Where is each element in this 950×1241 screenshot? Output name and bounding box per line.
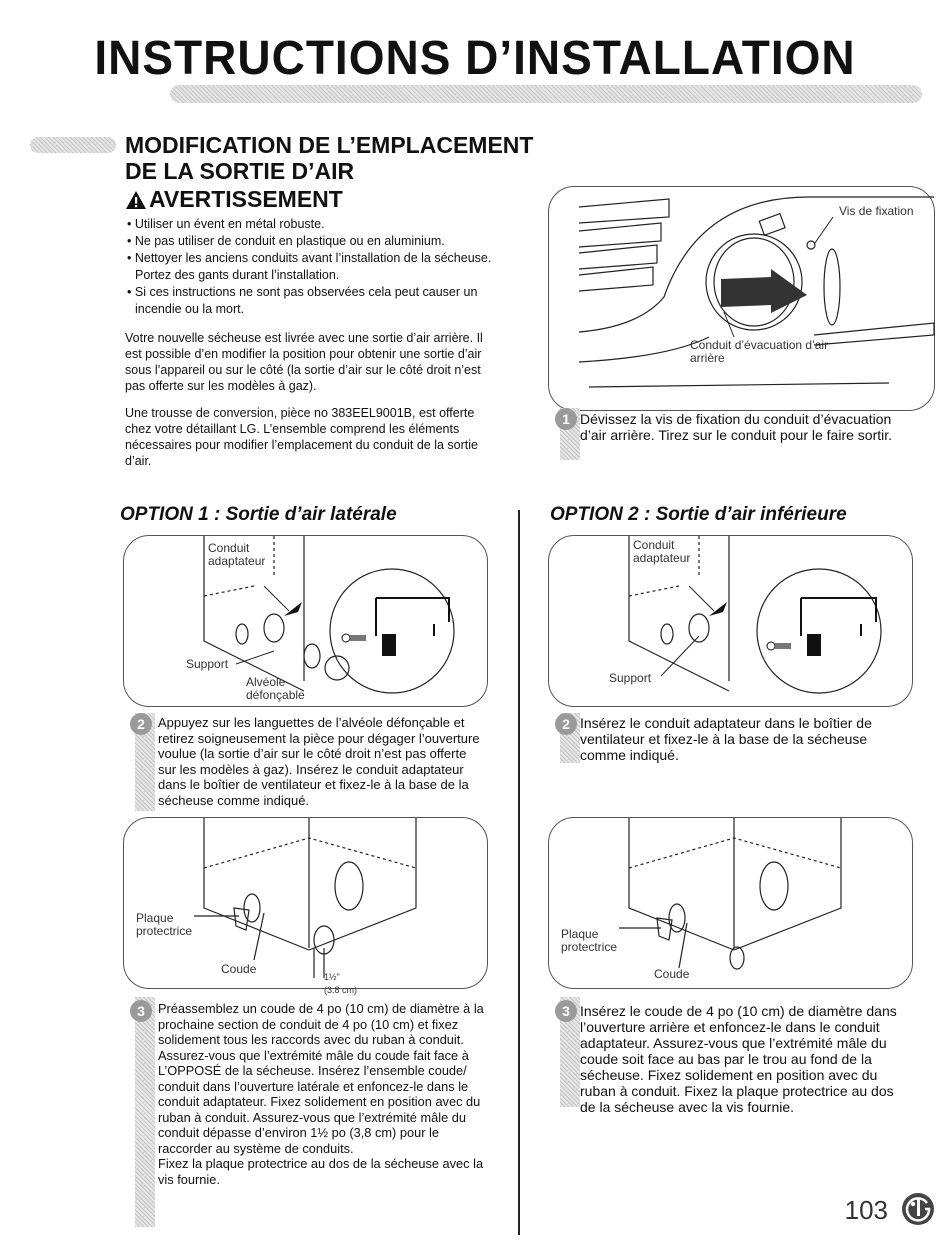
section-marker-pill	[30, 137, 116, 153]
warning-title: AVERTISSEMENT	[149, 186, 343, 212]
option2-step2-number-badge: 2	[555, 713, 577, 735]
option1-plate-label: Plaque protectrice	[136, 911, 193, 938]
intro-paragraph-1: Votre nouvelle sécheuse est livrée avec une sortie d’air arrière. Il est possible d’en modifier la position pour obtenir une sortie d’air sous l’appareil ou sur le côté (la sortie d’air sur le côté droit n’est pas offerte sur les modèles à gaz).	[125, 331, 483, 393]
option2-step3-number-badge: 3	[555, 1000, 577, 1022]
option1-measure-label: 1½" (3.8 cm)	[324, 972, 358, 995]
step1-figure	[548, 186, 935, 411]
section-title-line2: DE LA SORTIE D’AIR	[125, 158, 355, 184]
option1-step2-number-badge: 2	[130, 713, 152, 735]
intro-paragraph-2: Une trousse de conversion, pièce no 383EEL9001B, est offerte chez votre détaillant LG. L’ensemble comprend les éléments nécessaires pour modifier l’emplacement du conduit de la sortie d’air.	[125, 406, 478, 468]
rear-duct-label: Conduit d’évacuation d’air arrière	[690, 338, 829, 365]
option1-knockout-label: Alvéole défonçable	[246, 675, 305, 702]
warning-item: • Si ces instructions ne sont pas observées cela peut causer un incendie ou la mort.	[125, 284, 505, 318]
section-title-line1: MODIFICATION DE L’EMPLACEMENT	[125, 132, 534, 158]
side-elbow-illustration	[124, 818, 489, 990]
warning-item: • Ne pas utiliser de conduit en plastique ou en aluminium.	[125, 233, 505, 250]
lg-logo-icon	[901, 1192, 935, 1226]
screw-label: Vis de fixation	[839, 204, 914, 218]
option2-adapter-label: Conduit adaptateur	[633, 538, 691, 565]
warning-list	[125, 216, 505, 318]
title-underline-bar	[170, 85, 922, 103]
bottom-elbow-illustration	[549, 818, 914, 990]
warning-item: • Nettoyer les anciens conduits avant l’installation de la sécheuse. Portez des gants durant l’installation.	[125, 250, 505, 284]
option2-title: OPTION 2 : Sortie d’air inférieure	[550, 504, 847, 525]
option2-step2-text: Insérez le conduit adaptateur dans le boîtier de ventilateur et fixez-le à la base de la sécheuse comme indiqué.	[580, 715, 872, 763]
warning-item: • Utiliser un évent en métal robuste.	[125, 216, 505, 233]
option2-step2-figure	[548, 535, 913, 707]
option1-adapter-label: Conduit adaptateur	[208, 541, 266, 568]
step1-text: Dévissez la vis de fixation du conduit d’évacuation d’air arrière. Tirez sur le conduit pour le faire sortir.	[580, 411, 893, 443]
option2-elbow-label: Coude	[654, 967, 690, 981]
option1-support-label: Support	[186, 657, 229, 671]
option1-step3-figure	[123, 817, 488, 995]
option1-elbow-label: Coude	[221, 962, 257, 976]
option2-step3-figure	[548, 817, 913, 989]
option2-support-label: Support	[609, 671, 652, 685]
step1-number-badge: 1	[555, 408, 577, 430]
warning-triangle-icon	[125, 190, 147, 210]
option1-title: OPTION 1 : Sortie d’air latérale	[120, 504, 397, 525]
option1-step2-text: Appuyez sur les languettes de l’alvéole défonçable et retirez soigneusement la pièce pour dégager l’ouverture voulue (la sortie d’air sur le côté droit n’est pas offerte sur les modèles à gaz). Insérez le conduit adaptateur dans le boîtier de ventilateur et fixez-le à la base de la sécheuse comme indiqué.	[158, 715, 480, 808]
page-title: INSTRUCTIONS D’INSTALLATION	[94, 29, 856, 85]
option1-step3-stripe	[135, 997, 155, 1227]
option2-step3-text: Insérez le coude de 4 po (10 cm) de diamètre dans l’ouverture arrière et enfoncez-le dans le conduit adaptateur. Assurez-vous que l’extrémité mâle du coude soit face au bas par le trou au fond de la sécheuse. Fixez solidement en position avec du ruban à conduit. Fixez la plaque protectrice au dos de la sécheuse avec la vis fournie.	[580, 1003, 897, 1115]
option1-step3-number-badge: 3	[130, 1000, 152, 1022]
warning-heading	[125, 186, 343, 213]
option1-step2-figure	[123, 535, 488, 707]
page-number: 103	[844, 1195, 888, 1225]
rear-duct-illustration	[549, 187, 936, 412]
option1-step3-text: Préassemblez un coude de 4 po (10 cm) de diamètre à la prochaine section de conduit de 4 po (10 cm) et fixez solidement tous les raccords avec du ruban à conduit. Assurez-vous que l’extrémité mâle du coude fait face à L’OPPOSÉ de la sécheuse. Insérez l’ensemble coude/ conduit dans l’ouverture latérale et enfoncez-le dans le conduit adaptateur. Fixez solidement en position avec du ruban à conduit. Assurez-vous que l’extrémité mâle du conduit dépasse d’environ 1½ po (3,8 cm) pour le raccorder au système de conduits. Fixez la plaque protectrice au dos de la sécheuse avec la vis fournie.	[158, 1001, 484, 1187]
section-title	[125, 132, 533, 184]
bottom-exhaust-adapter-illustration	[549, 536, 914, 708]
column-divider	[518, 510, 520, 1235]
option2-plate-label: Plaque protectrice	[561, 927, 618, 954]
